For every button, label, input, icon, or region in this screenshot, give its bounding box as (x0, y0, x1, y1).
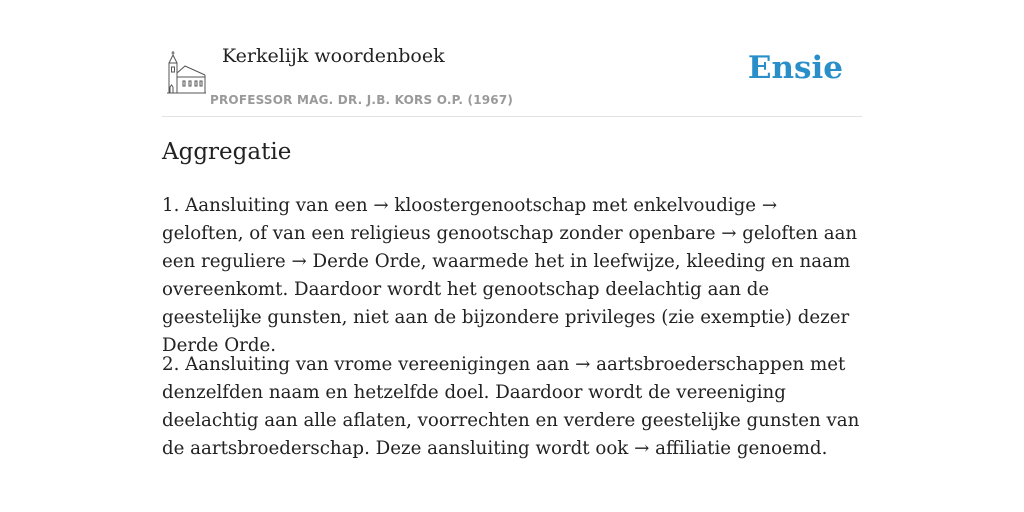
author-credit: PROFESSOR MAG. DR. J.B. KORS O.P. (1967) (210, 93, 514, 107)
definition-paragraph-2: 2. Aansluiting van vrome vereenigingen aan → aartsbroederschappen met denzelfden naam en hetzelfde doel. Daardoor wordt de vereeniging deelachtig aan alle aflaten, voorrechten en verdere geestelijke gunsten van de aartsbroederschap. Deze aansluiting wordt ook → affiliatie genoemd. (162, 354, 860, 459)
definition-paragraph-1: 1. Aansluiting van een → kloostergenootschap met enkelvoudige → geloften, of van een religieus genootschap zonder openbare → geloften aan een reguliere → Derde Orde, waarmede het in leefwijze, kleeding en naam overeenkomt. Daardoor wordt het genootschap deelachtig aan de geestelijke gunsten, niet aan de bijzondere privileges (zie exemptie) dezer Derde Orde. (162, 195, 858, 356)
brand-logo[interactable]: Ensie (747, 50, 843, 86)
book-title[interactable]: Kerkelijk woordenboek (222, 45, 445, 67)
dictionary-header (162, 0, 862, 117)
page (162, 0, 862, 459)
entry-title: Aggregatie (162, 139, 292, 165)
church-icon (165, 49, 207, 95)
